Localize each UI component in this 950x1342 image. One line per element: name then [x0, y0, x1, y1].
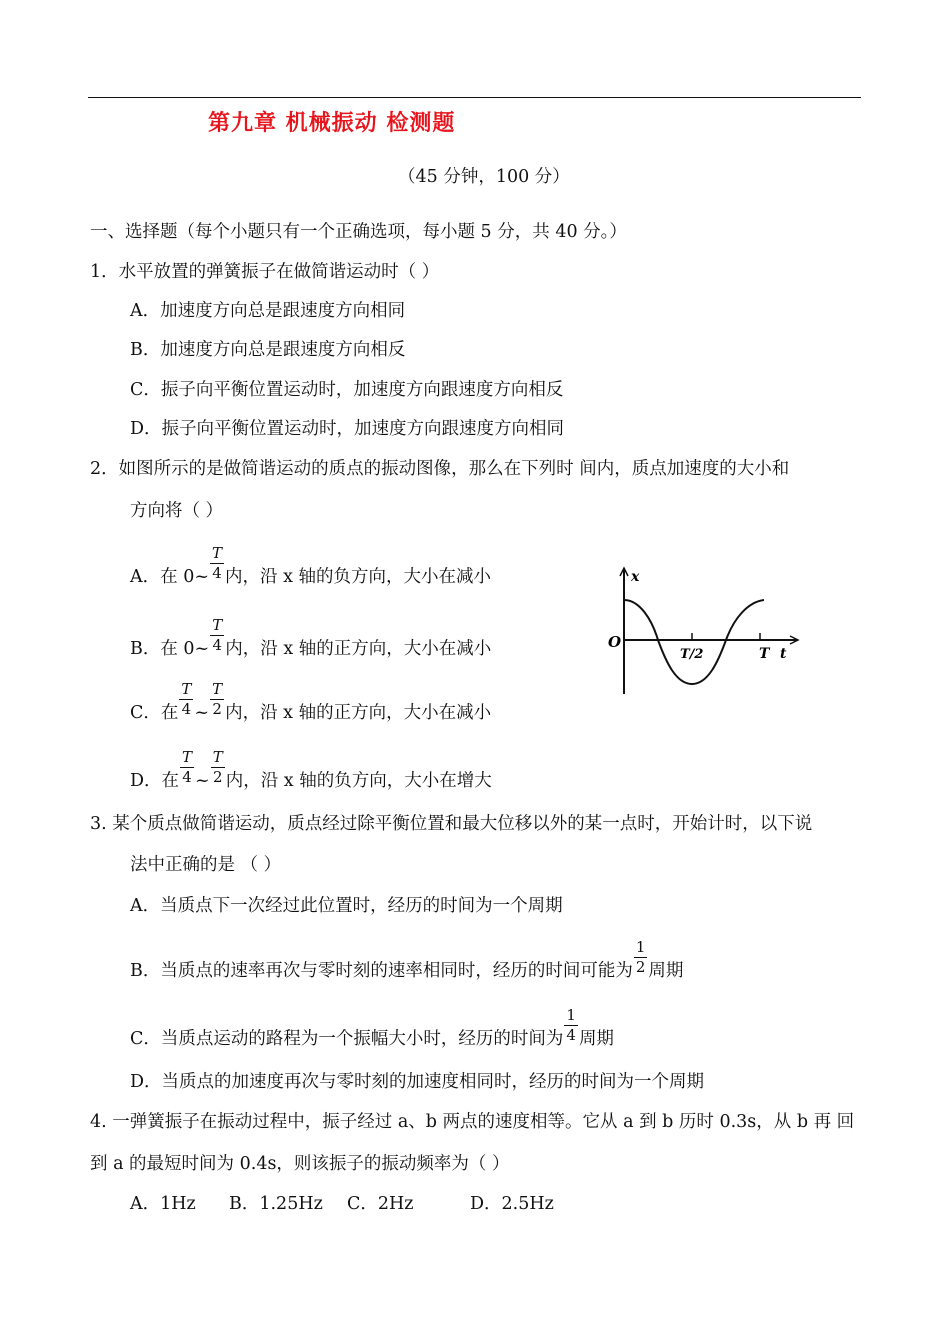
q3-b-suffix: 周期 — [648, 961, 684, 981]
q3-option-b — [130, 938, 684, 989]
q1-stem: 1．水平放置的弹簧振子在做简谐运动时（ ） — [90, 262, 440, 282]
q3-stem-line2: 法中正确的是 （ ） — [130, 855, 282, 875]
y-axis-label: x — [631, 569, 640, 585]
t-axis-label: t — [780, 646, 787, 662]
q2-d-prefix: D．在 — [130, 771, 180, 791]
page-title: 第九章 机械振动 检测题 — [208, 111, 456, 136]
q4-option-b: B．1.25Hz — [229, 1194, 323, 1214]
q2-stem-line2: 方向将（ ） — [130, 501, 224, 521]
q1-option-b: B．加速度方向总是跟速度方向相反 — [130, 340, 406, 360]
q3-option-a: A．当质点下一次经过此位置时，经历的时间为一个周期 — [130, 896, 563, 916]
tilde: ~ — [194, 703, 210, 723]
q4-option-d: D．2.5Hz — [470, 1194, 554, 1214]
q2-option-c — [130, 680, 492, 731]
q2-option-d — [130, 748, 492, 799]
q3-option-c — [130, 1006, 614, 1057]
q2-d-suffix: 内，沿 x 轴的负方向，大小在增大 — [225, 771, 492, 791]
cosine-curve — [624, 600, 764, 684]
q3-b-prefix: B．当质点的速率再次与零时刻的速率相同时，经历的时间可能为 — [130, 961, 633, 981]
q2-a-prefix: A．在 0~ — [130, 567, 209, 587]
q4-stem-line2: 到 a 的最短时间为 0.4s，则该振子的振动频率为（ ） — [90, 1154, 510, 1174]
vibration-graph — [600, 562, 810, 696]
tilde: ~ — [195, 771, 210, 791]
fraction-t-over-2: $\frac{T}{2}$ — [212, 680, 223, 718]
q1-option-d: D．振子向平衡位置运动时，加速度方向跟速度方向相同 — [130, 419, 565, 439]
q1-option-c: C．振子向平衡位置运动时，加速度方向跟速度方向相反 — [130, 380, 564, 400]
fraction-t-over-4: $\frac{T}{4}$ — [181, 680, 192, 718]
q3-stem-line1: 3. 某个质点做简谐运动，质点经过除平衡位置和最大位移以外的某一点时，开始计时，以下说 — [90, 814, 813, 834]
q3-option-d: D．当质点的加速度再次与零时刻的加速度相同时，经历的时间为一个周期 — [130, 1072, 705, 1092]
fraction-t-over-4: $\frac{T}{4}$ — [212, 544, 223, 582]
page-subtitle: （45 分钟，100 分） — [398, 167, 570, 187]
q2-stem-line1: 2．如图所示的是做简谐运动的质点的振动图像，那么在下列时 间内，质点加速度的大小和 — [90, 459, 790, 479]
q2-c-prefix: C．在 — [130, 703, 179, 723]
fraction-t-over-4: $\frac{T}{4}$ — [212, 616, 223, 654]
q4-option-c: C．2Hz — [347, 1194, 414, 1214]
q4-stem-line1: 4. 一弹簧振子在振动过程中，振子经过 a、b 两点的速度相等。它从 a 到 b 历时 0.3s，从 b 再 回 — [90, 1112, 855, 1132]
q2-option-a — [130, 544, 492, 595]
header-rule — [88, 97, 861, 98]
q4-option-a: A．1Hz — [130, 1194, 196, 1214]
fraction-1-over-4: $\frac{1}{4}$ — [566, 1006, 576, 1044]
fraction-t-over-2: $\frac{T}{2}$ — [212, 748, 223, 786]
fraction-t-over-4: $\frac{T}{4}$ — [182, 748, 193, 786]
q2-b-prefix: B．在 0~ — [130, 639, 210, 659]
section-heading: 一、选择题（每个小题只有一个正确选项，每小题 5 分，共 40 分。） — [90, 222, 627, 242]
q2-a-suffix: 内，沿 x 轴的负方向，大小在减小 — [225, 567, 492, 587]
q1-option-a: A．加速度方向总是跟速度方向相同 — [130, 301, 406, 321]
q3-c-prefix: C．当质点运动的路程为一个振幅大小时，经历的时间为 — [130, 1029, 564, 1049]
q2-b-suffix: 内，沿 x 轴的正方向，大小在减小 — [225, 639, 492, 659]
q2-option-b — [130, 616, 492, 667]
fraction-1-over-2: $\frac{1}{2}$ — [635, 938, 646, 976]
period-label: T — [759, 646, 770, 662]
origin-label: O — [608, 633, 622, 651]
q3-c-suffix: 周期 — [578, 1029, 614, 1049]
half-period-label: T/2 — [680, 647, 704, 662]
q2-c-suffix: 内，沿 x 轴的正方向，大小在减小 — [225, 703, 492, 723]
